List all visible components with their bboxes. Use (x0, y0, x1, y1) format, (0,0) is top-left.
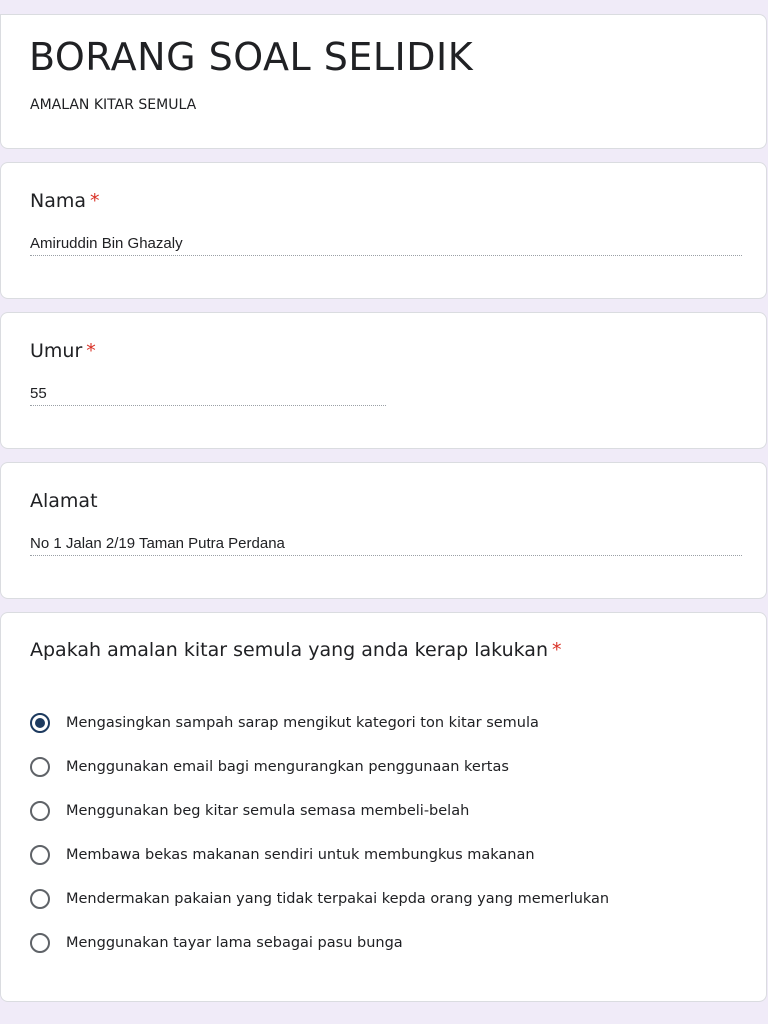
question-label: Apakah amalan kitar semula yang anda kerap lakukan (30, 639, 548, 661)
radio-button-icon[interactable] (30, 801, 50, 821)
question-title-alamat (30, 490, 98, 512)
radio-button-icon[interactable] (30, 757, 50, 777)
radio-option-label: Membawa bekas makanan sendiri untuk membungkus makanan (66, 847, 535, 863)
question-title-nama (30, 190, 100, 212)
radio-button-icon[interactable] (30, 845, 50, 865)
radio-option-label: Menggunakan beg kitar semula semasa membeli-belah (66, 803, 470, 819)
required-asterisk: * (90, 190, 100, 212)
form-header-card (0, 14, 767, 149)
question-card-umur (0, 312, 767, 449)
question-title-umur (30, 340, 96, 362)
radio-button-icon[interactable] (30, 889, 50, 909)
form-title: BORANG SOAL SELIDIK (29, 35, 474, 79)
radio-button-icon[interactable] (30, 933, 50, 953)
nama-answer-field[interactable]: Amiruddin Bin Ghazaly (30, 235, 742, 256)
radio-option[interactable] (30, 701, 609, 745)
radio-option[interactable] (30, 877, 609, 921)
radio-option[interactable] (30, 789, 609, 833)
radio-option-label: Mengasingkan sampah sarap mengikut kategori ton kitar semula (66, 715, 539, 731)
radio-option-list (30, 701, 609, 965)
question-card-nama (0, 162, 767, 299)
question-label: Nama (30, 190, 87, 212)
question-card-amalan (0, 612, 767, 1002)
question-title-amalan (30, 639, 561, 661)
radio-button-checked-icon[interactable] (30, 713, 50, 733)
top-strip (0, 0, 768, 14)
radio-option-label: Menggunakan email bagi mengurangkan penggunaan kertas (66, 759, 509, 775)
radio-option-label: Menggunakan tayar lama sebagai pasu bunga (66, 935, 403, 951)
question-label: Alamat (30, 490, 98, 512)
radio-option[interactable] (30, 921, 609, 965)
required-asterisk: * (86, 340, 96, 362)
question-label: Umur (30, 340, 83, 362)
radio-option[interactable] (30, 833, 609, 877)
alamat-answer-field[interactable]: No 1 Jalan 2/19 Taman Putra Perdana (30, 535, 742, 556)
radio-option-label: Mendermakan pakaian yang tidak terpakai kepda orang yang memerlukan (66, 891, 610, 907)
required-asterisk: * (551, 639, 562, 661)
question-card-alamat (0, 462, 767, 599)
radio-option[interactable] (30, 745, 609, 789)
umur-answer-field[interactable]: 55 (30, 385, 386, 406)
form-description: AMALAN KITAR SEMULA (30, 97, 197, 113)
